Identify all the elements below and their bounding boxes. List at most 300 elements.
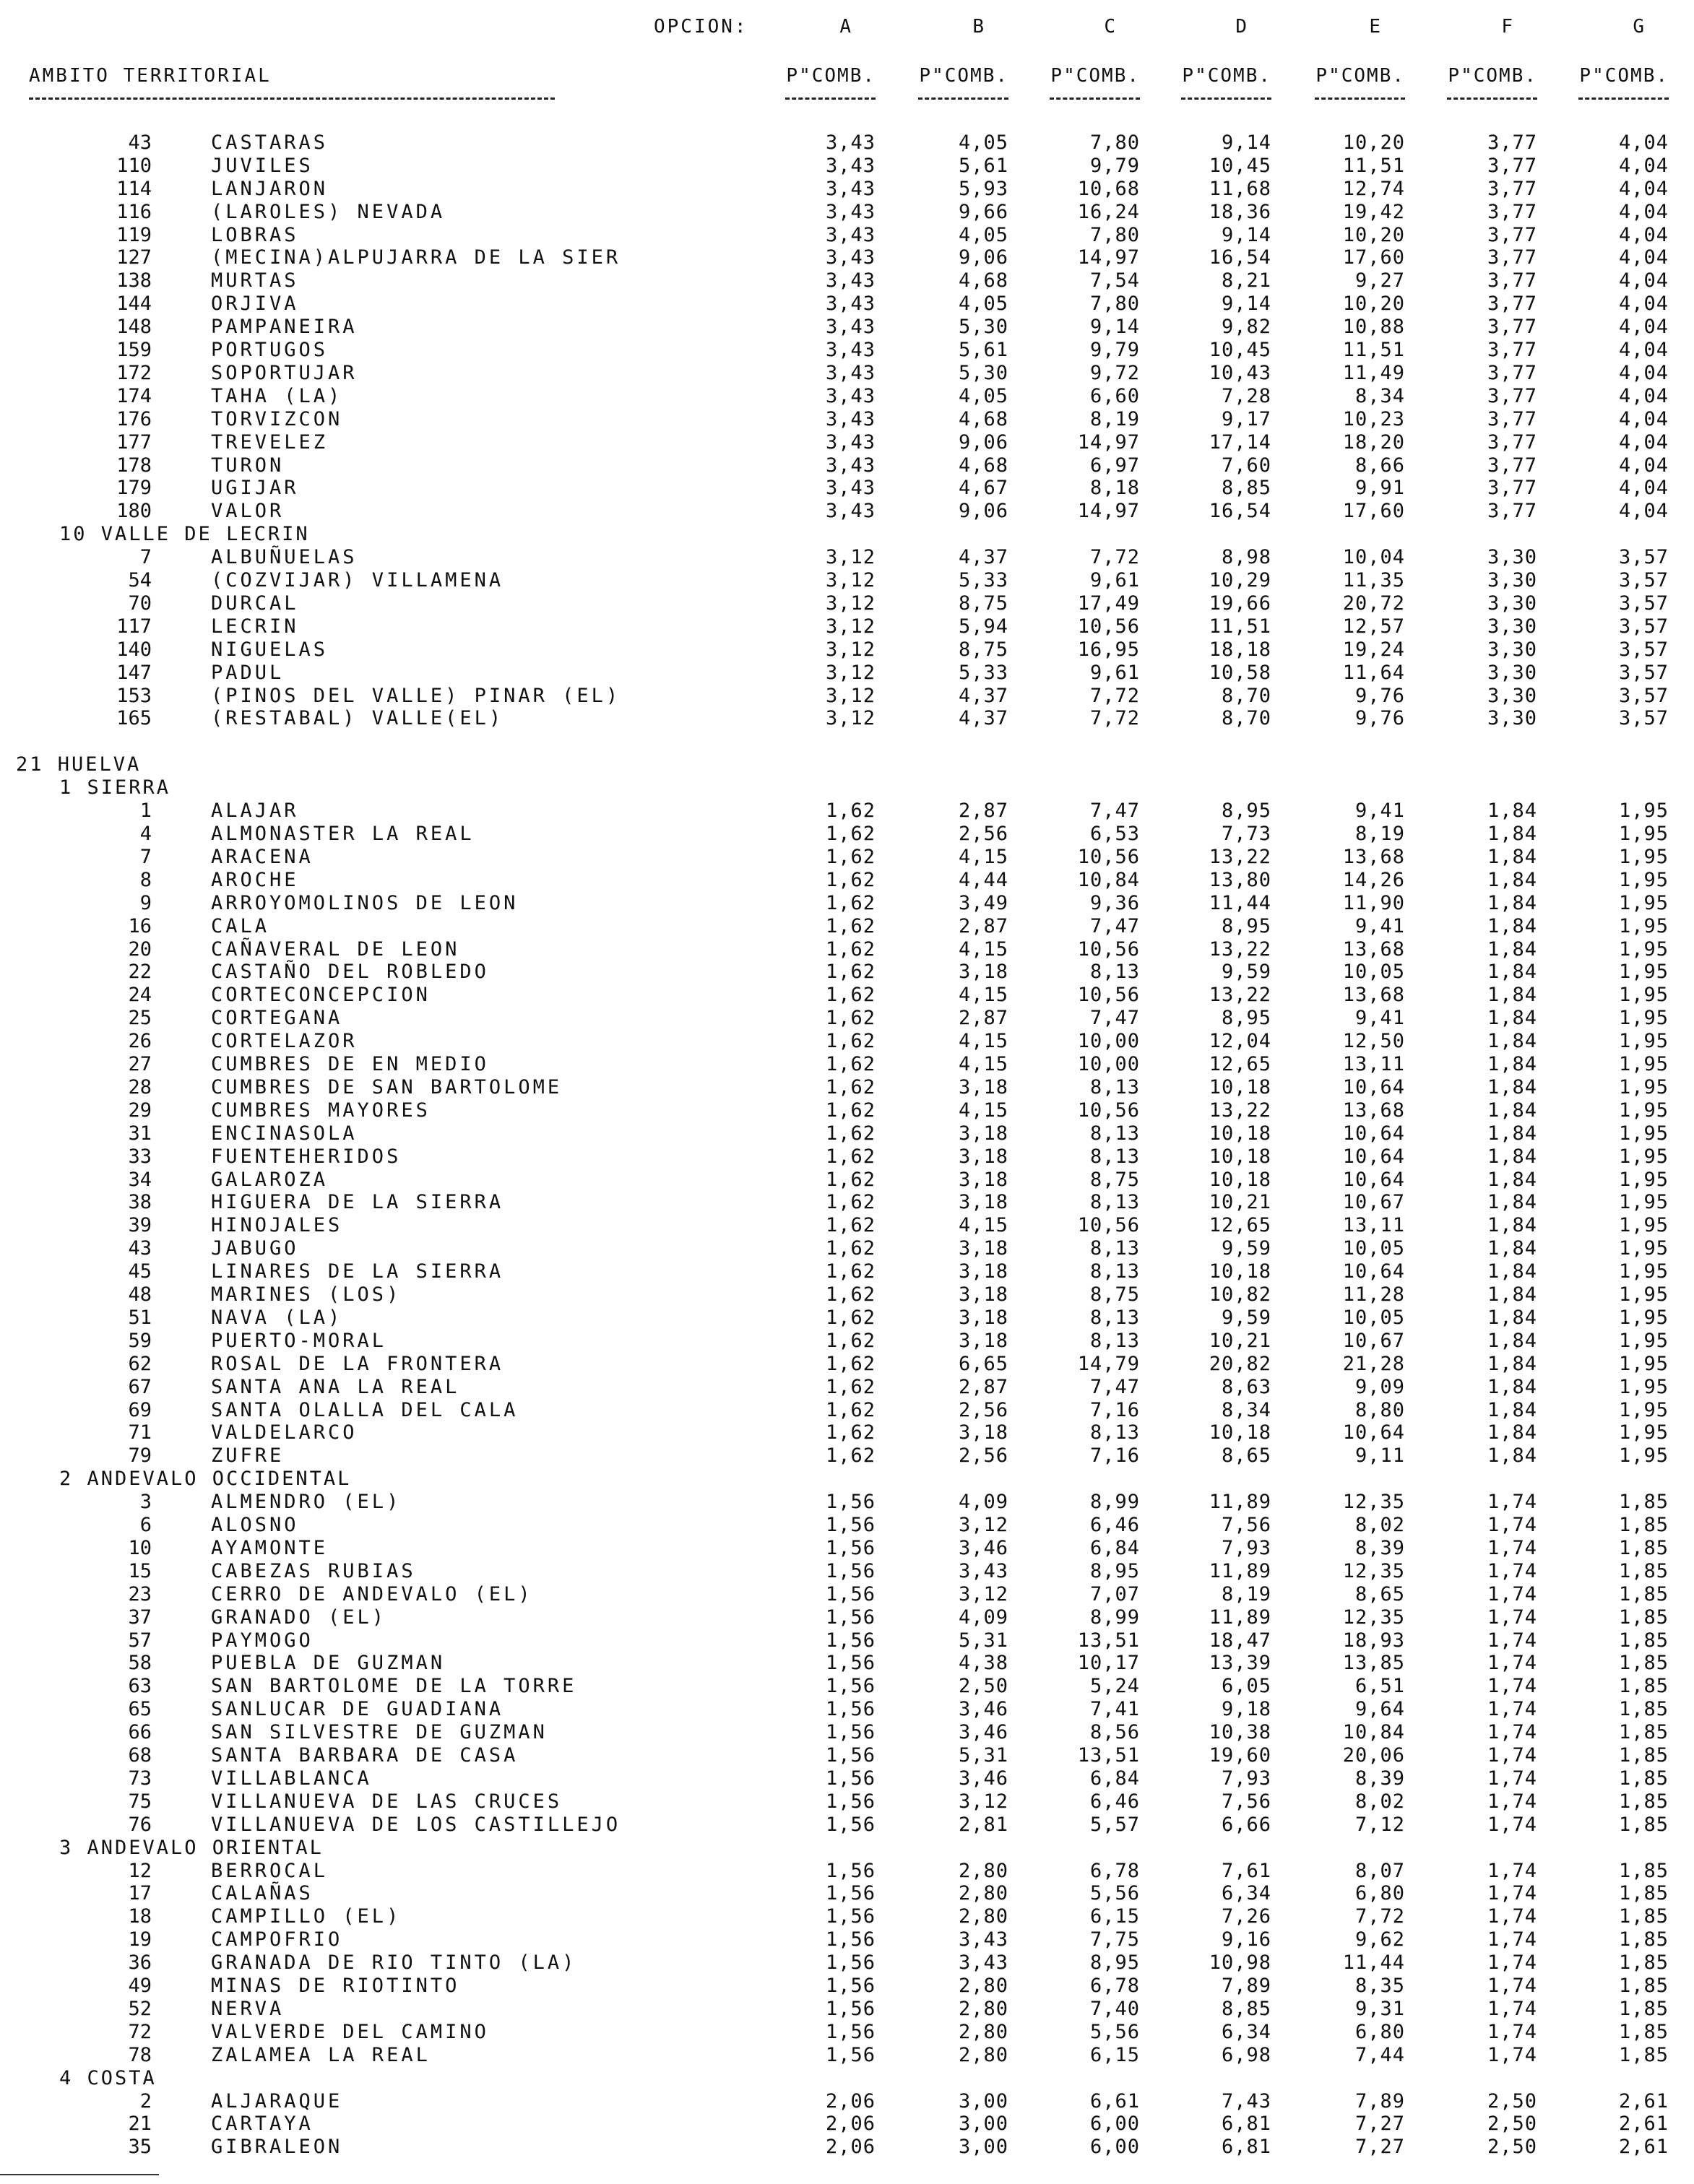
municipality-code: 19 <box>128 1928 152 1951</box>
municipality-code: 7 <box>139 846 152 868</box>
value-f: 3,30 <box>1487 569 1537 592</box>
value-b: 5,31 <box>958 1744 1008 1767</box>
value-e: 6,80 <box>1354 2021 1405 2043</box>
value-f: 1,74 <box>1487 1928 1537 1951</box>
municipality-name: SOPORTUJAR <box>211 362 358 384</box>
municipality-name: ARROYOMOLINOS DE LEON <box>211 892 519 914</box>
value-f: 1,84 <box>1487 1007 1537 1029</box>
municipality-name: CUMBRES DE SAN BARTOLOME <box>211 1076 563 1098</box>
municipality-name: PADUL <box>211 662 285 684</box>
value-e: 11,90 <box>1342 892 1405 914</box>
value-g: 1,95 <box>1618 1169 1669 1191</box>
value-f: 1,84 <box>1487 1376 1537 1398</box>
municipality-row <box>0 1491 1694 1514</box>
municipality-code: 16 <box>128 915 152 937</box>
value-c: 9,72 <box>1089 362 1140 384</box>
municipality-name: CAMPOFRIO <box>211 1928 343 1951</box>
value-e: 10,05 <box>1342 1306 1405 1329</box>
municipality-code: 153 <box>116 685 152 707</box>
value-d: 9,16 <box>1221 1928 1271 1951</box>
value-g: 1,95 <box>1618 1145 1669 1168</box>
value-c: 8,13 <box>1089 1122 1140 1145</box>
value-g: 2,61 <box>1618 2090 1669 2112</box>
municipality-code: 18 <box>128 1905 152 1928</box>
value-d: 9,82 <box>1221 316 1271 338</box>
value-e: 7,44 <box>1354 2044 1405 2066</box>
municipality-code: 48 <box>128 1283 152 1306</box>
municipality-row <box>0 2112 1694 2136</box>
value-f: 1,84 <box>1487 1169 1537 1191</box>
value-b: 2,80 <box>958 1882 1008 1904</box>
municipality-name: LOBRAS <box>211 224 299 246</box>
value-c: 7,47 <box>1089 1376 1140 1398</box>
value-d: 6,81 <box>1221 2112 1271 2135</box>
value-e: 19,24 <box>1342 638 1405 661</box>
municipality-code: 110 <box>116 155 152 177</box>
value-c: 7,80 <box>1089 224 1140 246</box>
value-d: 9,59 <box>1221 1306 1271 1329</box>
value-d: 7,60 <box>1221 454 1271 477</box>
value-e: 10,20 <box>1342 292 1405 315</box>
municipality-code: 7 <box>139 546 152 568</box>
municipality-row <box>0 224 1694 247</box>
value-b: 8,75 <box>958 592 1008 615</box>
municipality-row <box>0 155 1694 178</box>
municipality-name: GRANADA DE RIO TINTO (LA) <box>211 1951 577 1974</box>
value-c: 8,95 <box>1089 1560 1140 1582</box>
value-b: 3,18 <box>958 1076 1008 1098</box>
value-b: 3,18 <box>958 961 1008 983</box>
municipality-code: 9 <box>139 892 152 914</box>
value-c: 8,13 <box>1089 1260 1140 1283</box>
value-b: 3,18 <box>958 1191 1008 1213</box>
municipality-code: 174 <box>116 385 152 407</box>
value-a: 2,06 <box>825 2136 876 2158</box>
value-b: 3,18 <box>958 1330 1008 1352</box>
value-c: 7,47 <box>1089 915 1140 937</box>
value-c: 6,46 <box>1089 1514 1140 1536</box>
value-e: 13,11 <box>1342 1214 1405 1236</box>
municipality-name: ARACENA <box>211 846 314 868</box>
value-b: 9,06 <box>958 246 1008 269</box>
value-c: 8,13 <box>1089 1237 1140 1260</box>
municipality-row <box>0 1514 1694 1537</box>
value-a: 1,62 <box>825 1237 876 1260</box>
value-f: 3,30 <box>1487 546 1537 568</box>
municipality-code: 2 <box>139 2090 152 2112</box>
value-g: 1,85 <box>1618 1560 1669 1582</box>
value-a: 1,62 <box>825 892 876 914</box>
municipality-code: 34 <box>128 1169 152 1191</box>
value-e: 12,50 <box>1342 1030 1405 1052</box>
value-e: 10,64 <box>1342 1169 1405 1191</box>
value-c: 10,17 <box>1077 1652 1140 1674</box>
municipality-name: CALA <box>211 915 270 937</box>
value-e: 18,93 <box>1342 1629 1405 1652</box>
value-g: 3,57 <box>1618 615 1669 638</box>
municipality-code: 35 <box>128 2136 152 2158</box>
municipality-code: 127 <box>116 246 152 269</box>
municipality-name: MURTAS <box>211 269 299 292</box>
municipality-code: 10 <box>128 1537 152 1559</box>
value-c: 5,57 <box>1089 1814 1140 1836</box>
value-c: 8,99 <box>1089 1491 1140 1513</box>
municipality-code: 20 <box>128 938 152 961</box>
value-e: 8,34 <box>1354 385 1405 407</box>
value-b: 4,37 <box>958 546 1008 568</box>
value-b: 3,18 <box>958 1145 1008 1168</box>
value-g: 4,04 <box>1618 362 1669 384</box>
zone-row <box>0 523 1694 546</box>
municipality-code: 79 <box>128 1444 152 1467</box>
province-heading: 21 HUELVA <box>16 753 142 776</box>
column-unit-c: P"COMB. <box>1050 65 1140 87</box>
municipality-name: ALJARAQUE <box>211 2090 343 2112</box>
municipality-name: ALAJAR <box>211 800 299 822</box>
municipality-name: ORJIVA <box>211 292 299 315</box>
value-a: 3,43 <box>825 385 876 407</box>
value-a: 1,56 <box>825 1675 876 1697</box>
value-b: 2,80 <box>958 1860 1008 1882</box>
value-d: 6,05 <box>1221 1675 1271 1697</box>
municipality-row <box>0 408 1694 431</box>
municipality-name: (RESTABAL) VALLE(EL) <box>211 707 504 729</box>
value-c: 6,00 <box>1089 2112 1140 2135</box>
value-c: 10,68 <box>1077 178 1140 200</box>
value-f: 1,74 <box>1487 1652 1537 1674</box>
municipality-name: CARTAYA <box>211 2112 314 2135</box>
value-g: 1,85 <box>1618 1928 1669 1951</box>
value-f: 1,74 <box>1487 1698 1537 1720</box>
value-a: 1,62 <box>825 1444 876 1467</box>
value-c: 6,97 <box>1089 454 1140 477</box>
municipality-name: BERROCAL <box>211 1860 329 1882</box>
municipality-name: NIGUELAS <box>211 638 329 661</box>
value-g: 1,85 <box>1618 1606 1669 1629</box>
value-g: 4,04 <box>1618 454 1669 477</box>
value-e: 10,05 <box>1342 1237 1405 1260</box>
value-f: 1,84 <box>1487 1122 1537 1145</box>
value-c: 9,61 <box>1089 569 1140 592</box>
option-letter-a: A <box>839 16 852 38</box>
municipality-name: ROSAL DE LA FRONTERA <box>211 1353 504 1375</box>
value-b: 3,43 <box>958 1951 1008 1974</box>
municipality-name: CABEZAS RUBIAS <box>211 1560 416 1582</box>
value-d: 10,45 <box>1209 155 1271 177</box>
municipality-code: 177 <box>116 431 152 454</box>
value-f: 3,77 <box>1487 131 1537 154</box>
municipality-code: 4 <box>139 823 152 845</box>
municipality-code: 36 <box>128 1951 152 1974</box>
value-d: 9,14 <box>1221 131 1271 154</box>
municipality-row <box>0 292 1694 316</box>
value-a: 1,56 <box>825 1744 876 1767</box>
value-g: 1,95 <box>1618 1330 1669 1352</box>
value-a: 1,56 <box>825 1514 876 1536</box>
value-b: 2,87 <box>958 915 1008 937</box>
municipality-code: 66 <box>128 1721 152 1743</box>
municipality-row <box>0 2044 1694 2067</box>
column-underline-c <box>1050 98 1140 100</box>
option-letter-e: E <box>1369 16 1382 38</box>
value-g: 1,95 <box>1618 1444 1669 1467</box>
value-g: 1,85 <box>1618 1514 1669 1536</box>
municipality-code: 172 <box>116 362 152 384</box>
zone-row <box>0 1468 1694 1491</box>
value-g: 4,04 <box>1618 246 1669 269</box>
value-c: 5,56 <box>1089 1882 1140 1904</box>
value-f: 3,77 <box>1487 477 1537 499</box>
zone-heading: 4 COSTA <box>59 2067 157 2089</box>
value-c: 8,56 <box>1089 1721 1140 1743</box>
value-c: 7,16 <box>1089 1444 1140 1467</box>
value-d: 13,22 <box>1209 984 1271 1006</box>
value-f: 1,74 <box>1487 1951 1537 1974</box>
value-b: 2,50 <box>958 1675 1008 1697</box>
municipality-row <box>0 662 1694 685</box>
value-d: 12,04 <box>1209 1030 1271 1052</box>
value-b: 3,00 <box>958 2090 1008 2112</box>
value-b: 4,37 <box>958 707 1008 729</box>
value-c: 6,53 <box>1089 823 1140 845</box>
value-b: 3,00 <box>958 2112 1008 2135</box>
value-b: 3,18 <box>958 1260 1008 1283</box>
municipality-row <box>0 1030 1694 1053</box>
value-e: 8,35 <box>1354 1975 1405 1997</box>
municipality-row <box>0 1652 1694 1675</box>
value-d: 9,14 <box>1221 292 1271 315</box>
value-d: 6,81 <box>1221 2136 1271 2158</box>
value-d: 10,43 <box>1209 362 1271 384</box>
value-f: 1,84 <box>1487 1330 1537 1352</box>
municipality-name: CAÑAVERAL DE LEON <box>211 938 460 961</box>
value-g: 1,85 <box>1618 1698 1669 1720</box>
value-f: 1,74 <box>1487 1560 1537 1582</box>
value-a: 1,56 <box>825 1905 876 1928</box>
value-b: 3,12 <box>958 1583 1008 1606</box>
value-e: 7,89 <box>1354 2090 1405 2112</box>
value-e: 14,26 <box>1342 869 1405 891</box>
value-d: 8,85 <box>1221 477 1271 499</box>
value-g: 1,85 <box>1618 1583 1669 1606</box>
municipality-row <box>0 477 1694 500</box>
value-e: 17,60 <box>1342 500 1405 522</box>
value-b: 5,33 <box>958 569 1008 592</box>
value-g: 1,95 <box>1618 1306 1669 1329</box>
value-d: 8,70 <box>1221 707 1271 729</box>
value-c: 14,79 <box>1077 1353 1140 1375</box>
value-f: 1,74 <box>1487 1721 1537 1743</box>
municipality-name: (PINOS DEL VALLE) PINAR (EL) <box>211 685 621 707</box>
municipality-name: NAVA (LA) <box>211 1306 343 1329</box>
zone-heading: 3 ANDEVALO ORIENTAL <box>59 1837 324 1859</box>
value-f: 3,30 <box>1487 685 1537 707</box>
value-e: 10,67 <box>1342 1191 1405 1213</box>
municipality-name: VALVERDE DEL CAMINO <box>211 2021 489 2043</box>
municipality-row <box>0 1790 1694 1814</box>
municipality-code: 58 <box>128 1652 152 1674</box>
value-d: 9,14 <box>1221 224 1271 246</box>
value-f: 1,84 <box>1487 1214 1537 1236</box>
value-b: 4,38 <box>958 1652 1008 1674</box>
value-f: 1,84 <box>1487 1191 1537 1213</box>
value-g: 1,95 <box>1618 1376 1669 1398</box>
municipality-code: 59 <box>128 1330 152 1352</box>
value-b: 3,18 <box>958 1122 1008 1145</box>
value-b: 3,46 <box>958 1698 1008 1720</box>
value-c: 7,72 <box>1089 546 1140 568</box>
municipality-name: FUENTEHERIDOS <box>211 1145 402 1168</box>
value-e: 10,23 <box>1342 408 1405 430</box>
municipality-code: 72 <box>128 2021 152 2043</box>
value-d: 19,66 <box>1209 592 1271 615</box>
municipality-code: 148 <box>116 316 152 338</box>
value-f: 1,84 <box>1487 892 1537 914</box>
value-a: 3,43 <box>825 246 876 269</box>
zone-row <box>0 2067 1694 2090</box>
value-a: 2,06 <box>825 2112 876 2135</box>
municipality-row <box>0 938 1694 961</box>
value-e: 13,11 <box>1342 1053 1405 1075</box>
value-g: 1,95 <box>1618 1421 1669 1444</box>
column-unit-g: P"COMB. <box>1579 65 1669 87</box>
value-a: 3,43 <box>825 178 876 200</box>
value-g: 1,95 <box>1618 1053 1669 1075</box>
value-c: 9,14 <box>1089 316 1140 338</box>
value-d: 11,89 <box>1209 1491 1271 1513</box>
municipality-code: 28 <box>128 1076 152 1098</box>
value-f: 1,84 <box>1487 1030 1537 1052</box>
municipality-code: 12 <box>128 1860 152 1882</box>
value-e: 9,64 <box>1354 1698 1405 1720</box>
municipality-row <box>0 1353 1694 1376</box>
value-e: 8,66 <box>1354 454 1405 477</box>
value-a: 1,62 <box>825 1353 876 1375</box>
municipality-row <box>0 2090 1694 2113</box>
municipality-name: VALOR <box>211 500 285 522</box>
value-g: 1,85 <box>1618 1744 1669 1767</box>
value-d: 8,34 <box>1221 1399 1271 1421</box>
value-a: 1,62 <box>825 1283 876 1306</box>
value-e: 10,84 <box>1342 1721 1405 1743</box>
municipality-row <box>0 1537 1694 1560</box>
value-a: 1,62 <box>825 846 876 868</box>
value-g: 1,95 <box>1618 869 1669 891</box>
municipality-row <box>0 1998 1694 2021</box>
value-a: 1,56 <box>825 1928 876 1951</box>
province-row <box>0 753 1694 776</box>
municipality-row <box>0 1860 1694 1883</box>
value-g: 2,61 <box>1618 2112 1669 2135</box>
value-c: 6,46 <box>1089 1790 1140 1813</box>
value-g: 1,95 <box>1618 1353 1669 1375</box>
value-a: 1,56 <box>825 1721 876 1743</box>
value-f: 1,84 <box>1487 1099 1537 1122</box>
municipality-code: 176 <box>116 408 152 430</box>
value-b: 4,15 <box>958 1214 1008 1236</box>
value-a: 3,12 <box>825 546 876 568</box>
value-g: 4,04 <box>1618 316 1669 338</box>
municipality-name: VILLABLANCA <box>211 1767 372 1790</box>
municipality-code: 57 <box>128 1629 152 1652</box>
value-f: 1,84 <box>1487 1283 1537 1306</box>
value-d: 10,18 <box>1209 1421 1271 1444</box>
municipality-name: HIGUERA DE LA SIERRA <box>211 1191 504 1213</box>
municipality-code: 43 <box>128 131 152 154</box>
value-d: 8,85 <box>1221 1998 1271 2020</box>
value-d: 9,59 <box>1221 961 1271 983</box>
value-d: 9,17 <box>1221 408 1271 430</box>
value-e: 21,28 <box>1342 1353 1405 1375</box>
municipality-name: SANTA BARBARA DE CASA <box>211 1744 519 1767</box>
value-g: 1,95 <box>1618 846 1669 868</box>
value-b: 5,61 <box>958 339 1008 361</box>
value-c: 7,54 <box>1089 269 1140 292</box>
option-letter-f: F <box>1501 16 1514 38</box>
value-f: 1,84 <box>1487 1076 1537 1098</box>
municipality-name: PORTUGOS <box>211 339 329 361</box>
value-e: 11,51 <box>1342 155 1405 177</box>
value-a: 3,43 <box>825 292 876 315</box>
value-e: 7,72 <box>1354 1905 1405 1928</box>
value-d: 10,21 <box>1209 1330 1271 1352</box>
value-d: 10,18 <box>1209 1076 1271 1098</box>
value-g: 3,57 <box>1618 569 1669 592</box>
value-a: 1,56 <box>825 1951 876 1974</box>
value-f: 1,74 <box>1487 1583 1537 1606</box>
value-b: 5,33 <box>958 662 1008 684</box>
value-a: 1,56 <box>825 1560 876 1582</box>
option-letter-d: D <box>1235 16 1248 38</box>
value-d: 18,18 <box>1209 638 1271 661</box>
value-d: 7,93 <box>1221 1537 1271 1559</box>
value-g: 1,95 <box>1618 1122 1669 1145</box>
municipality-name: ALMENDRO (EL) <box>211 1491 402 1513</box>
value-a: 1,62 <box>825 1099 876 1122</box>
value-d: 6,34 <box>1221 2021 1271 2043</box>
municipality-row <box>0 454 1694 477</box>
municipality-row <box>0 1606 1694 1629</box>
value-c: 8,13 <box>1089 1076 1140 1098</box>
value-a: 3,12 <box>825 662 876 684</box>
value-a: 1,56 <box>825 1698 876 1720</box>
value-g: 1,95 <box>1618 961 1669 983</box>
municipality-name: JUVILES <box>211 155 314 177</box>
value-f: 1,74 <box>1487 1882 1537 1904</box>
value-c: 6,84 <box>1089 1767 1140 1790</box>
value-a: 1,62 <box>825 1122 876 1145</box>
value-g: 3,57 <box>1618 546 1669 568</box>
value-d: 9,18 <box>1221 1698 1271 1720</box>
municipality-code: 6 <box>139 1514 152 1536</box>
municipality-name: AROCHE <box>211 869 299 891</box>
municipality-name: CUMBRES DE EN MEDIO <box>211 1053 489 1075</box>
value-e: 8,39 <box>1354 1537 1405 1559</box>
value-d: 8,19 <box>1221 1583 1271 1606</box>
value-b: 3,46 <box>958 1767 1008 1790</box>
value-c: 7,07 <box>1089 1583 1140 1606</box>
municipality-row <box>0 2021 1694 2044</box>
value-g: 3,57 <box>1618 707 1669 729</box>
value-d: 11,51 <box>1209 615 1271 638</box>
value-e: 7,27 <box>1354 2136 1405 2158</box>
municipality-row <box>0 1767 1694 1790</box>
value-e: 9,62 <box>1354 1928 1405 1951</box>
value-e: 10,64 <box>1342 1421 1405 1444</box>
municipality-code: 22 <box>128 961 152 983</box>
value-d: 10,21 <box>1209 1191 1271 1213</box>
value-d: 11,44 <box>1209 892 1271 914</box>
